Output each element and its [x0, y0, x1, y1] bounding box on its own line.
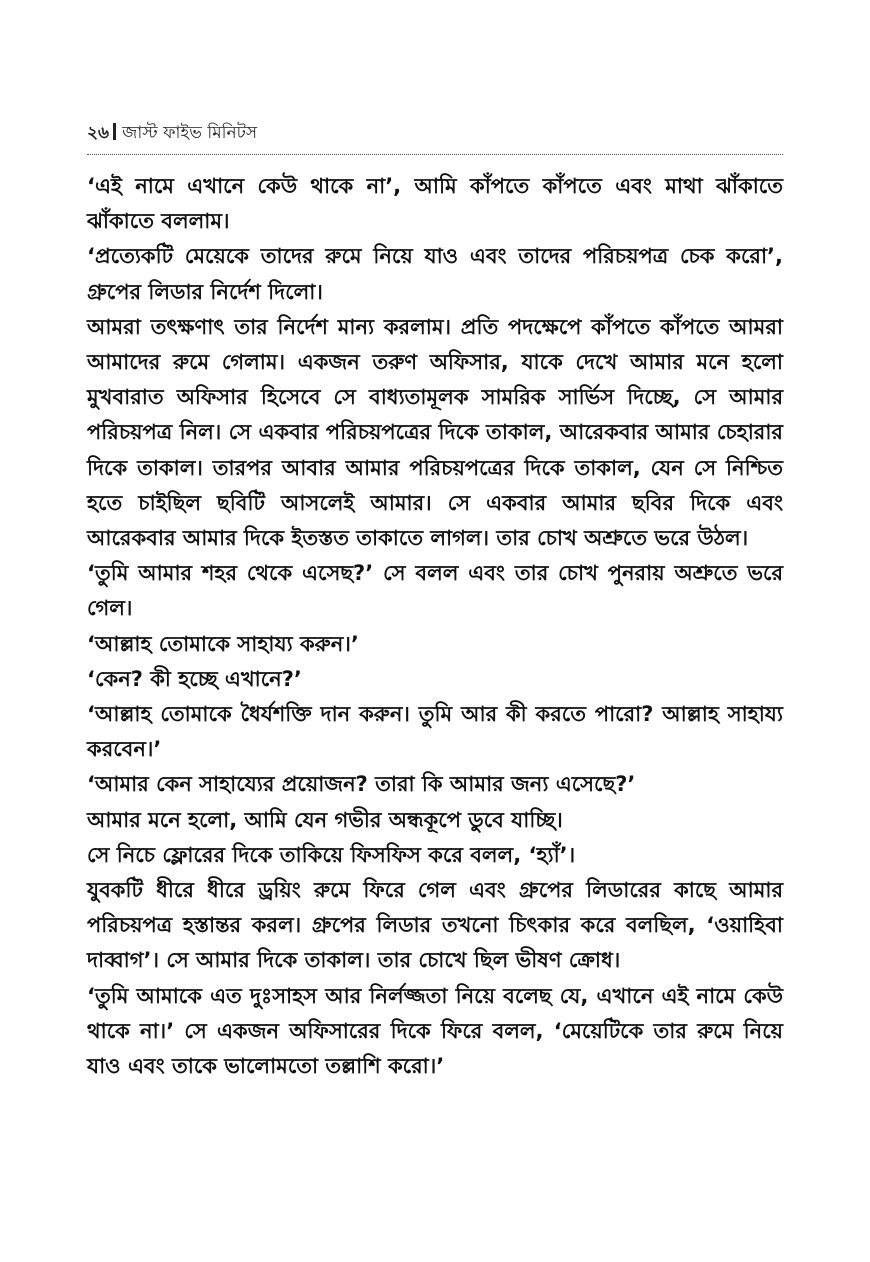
paragraph: আমার মনে হলো, আমি যেন গভীর অন্ধকূপে ডুবে যাচ্ছি। — [87, 807, 563, 832]
paragraph: ‘প্রত্যেকটি মেয়েকে তাদের রুমে নিয়ে যাও এবং তাদের পরিচয়পত্র চেক করো’, গ্রুপের লিডার নির্দেশ দিলো। — [87, 244, 783, 304]
paragraph: ‘তুমি আমাকে এত দুঃসাহস আর নির্লজ্জতা নিয়ে বলেছ যে, এখানে এই নামে কেউ থাকে না।’ সে একজন অফিসারের দিকে ফিরে বলল, ‘মেয়েটিকে তার রুমে নিয়ে যাও এবং তাকে ভালোমতো তল্লাশি করো।’ — [87, 983, 783, 1079]
paragraph: ‘কেন? কী হচ্ছে এখানে?’ — [87, 666, 302, 691]
running-header — [87, 118, 783, 148]
paragraph: ‘আমার কেন সাহায্যের প্রয়োজন? তারা কি আমার জন্য এসেছে?’ — [87, 772, 636, 797]
paragraph: ‘আল্লাহ তোমাকে ধৈর্যশক্তি দান করুন। তুমি আর কী করতে পারো? আল্লাহ সাহায্য করবেন।’ — [87, 702, 783, 762]
header-separator — [113, 123, 116, 140]
paragraph: ‘এই নামে এখানে কেউ থাকে না’, আমি কাঁপতে কাঁপতে এবং মাথা ঝাঁকাতে ঝাঁকাতে বললাম। — [87, 174, 783, 234]
body-text — [87, 169, 783, 1084]
paragraph: যুবকটি ধীরে ধীরে ড্রয়িং রুমে ফিরে গেল এবং গ্রুপের লিডারের কাছে আমার পরিচয়পত্র হস্তান্তর করল। গ্রুপের লিডার তখনো চিৎকার করে বলছিল, ‘ওয়াহিবা দাব্বাগ’। সে আমার দিকে তাকাল। তার চোখে ছিল ভীষণ ক্রোধ। — [87, 878, 783, 973]
book-title: জাস্ট ফাইভ মিনিটস — [122, 123, 258, 143]
book-page — [87, 118, 783, 1084]
paragraph: ‘তুমি আমার শহর থেকে এসেছ?’ সে বলল এবং তার চোখ পুনরায় অশ্রুতে ভরে গেল। — [87, 561, 783, 621]
paragraph: সে নিচে ফ্লোরের দিকে তাকিয়ে ফিসফিস করে বলল, ‘হ্যাঁ’। — [87, 842, 576, 867]
paragraph: ‘আল্লাহ তোমাকে সাহায্য করুন।’ — [87, 631, 359, 656]
header-dotted-rule — [87, 154, 783, 155]
page-number: ২৬ — [87, 123, 110, 143]
paragraph: আমরা তৎক্ষণাৎ তার নির্দেশ মান্য করলাম। প্রতি পদক্ষেপে কাঁপতে কাঁপতে আমরা আমাদের রুমে গেলাম। একজন তরুণ অফিসার, যাকে দেখে আমার মনে হলো মুখবারাত অফিসার হিসেবে সে বাধ্যতামূলক সামরিক সার্ভিস দিচ্ছে, সে আমার পরিচয়পত্র নিল। সে একবার পরিচয়পত্রের দিকে তাকাল, আরেকবার আমার চেহারার দিকে তাকাল। তারপর আবার আমার পরিচয়পত্রের দিকে তাকাল, যেন সে নিশ্চিত হতে চাইছিল ছবিটি আসলেই আমার। সে একবার আমার ছবির দিকে এবং আরেকবার আমার দিকে ইতস্তত তাকাতে লাগল। তার চোখ অশ্রুতে ভরে উঠল। — [87, 314, 783, 551]
